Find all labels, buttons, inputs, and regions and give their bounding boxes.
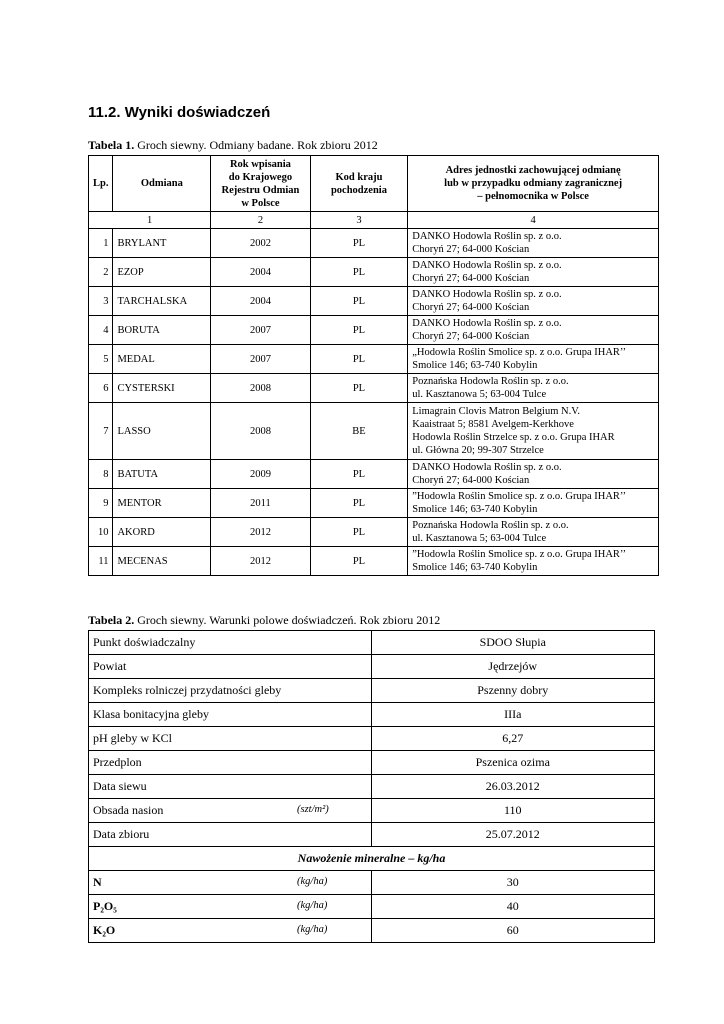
cell-label: [89, 823, 372, 847]
cell-value: Pszenny dobry: [371, 679, 654, 703]
cell-rok: 2012: [211, 547, 310, 576]
cell-odmiana: TARCHALSKA: [113, 287, 211, 316]
cell-lp: 1: [89, 229, 113, 258]
cell-adres: [408, 518, 659, 547]
table2-caption-text: Groch siewny. Warunki polowe doświadczeń. Rok zbioru 2012: [134, 613, 441, 627]
cell-kod: PL: [310, 316, 408, 345]
cell-label: [89, 799, 372, 823]
cell-adres: [408, 489, 659, 518]
cell-kod: PL: [310, 547, 408, 576]
address-line: Kaaistraat 5; 8581 Avelgem-Kerkhove: [412, 419, 574, 430]
table-row: [89, 655, 655, 679]
unit-text: (kg/ha): [297, 924, 328, 935]
table-row: [89, 703, 655, 727]
cell-label: [89, 919, 372, 943]
address-line: „Hodowla Roślin Smolice sp. z o.o. Grupa IHAR’’: [412, 347, 627, 358]
cell-adres: [408, 374, 659, 403]
cell-label: [89, 895, 372, 919]
cell-value: Pszenica ozima: [371, 751, 654, 775]
label-text: Obsada nasion: [93, 803, 164, 817]
address-line: Smolice 146; 63-740 Kobylin: [412, 562, 538, 573]
address-line: ”Hodowla Roślin Smolice sp. z o.o. Grupa IHAR’’: [412, 549, 627, 560]
address-line: Limagrain Clovis Matron Belgium N.V.: [412, 406, 581, 417]
unit-text: (kg/ha): [297, 876, 328, 887]
address-line: Choryń 27; 64-000 Kościan: [412, 475, 530, 486]
address-line: ul. Kasztanowa 5; 63-004 Tulce: [412, 389, 547, 400]
cell-odmiana: MECENAS: [113, 547, 211, 576]
cell-kod: PL: [310, 460, 408, 489]
header-rok-line: Rejestru Odmian: [221, 184, 300, 196]
col-index: 4: [408, 212, 659, 229]
table2-caption-label: Tabela 2.: [88, 613, 135, 627]
cell-kod: PL: [310, 229, 408, 258]
header-adres: [408, 156, 659, 212]
cell-adres: [408, 287, 659, 316]
cell-label: [89, 631, 372, 655]
cell-lp: 11: [89, 547, 113, 576]
cell-value: 25.07.2012: [371, 823, 654, 847]
table-row: [89, 751, 655, 775]
table-row: [89, 871, 655, 895]
table-row: [89, 258, 659, 287]
cell-rok: 2007: [211, 345, 310, 374]
cell-value: 30: [371, 871, 654, 895]
header-kod-line: pochodzenia: [330, 184, 387, 196]
cell-label: [89, 871, 372, 895]
address-line: Choryń 27; 64-000 Kościan: [412, 302, 530, 313]
table-row: [89, 316, 659, 345]
cell-value: 110: [371, 799, 654, 823]
cell-lp: 3: [89, 287, 113, 316]
cell-rok: 2008: [211, 374, 310, 403]
table-row: [89, 489, 659, 518]
cell-value: SDOO Słupia: [371, 631, 654, 655]
table-row: [89, 775, 655, 799]
header-adres-line: – pełnomocnika w Polsce: [477, 191, 589, 202]
cell-lp: 9: [89, 489, 113, 518]
cell-lp: 2: [89, 258, 113, 287]
cell-label: [89, 703, 372, 727]
address-line: ul. Kasztanowa 5; 63-004 Tulce: [412, 533, 547, 544]
cell-rok: 2011: [211, 489, 310, 518]
cell-kod: PL: [310, 518, 408, 547]
column-index-row: [89, 212, 659, 229]
cell-value: 26.03.2012: [371, 775, 654, 799]
unit-text: (szt/m²): [297, 804, 329, 815]
cell-lp: 5: [89, 345, 113, 374]
cell-rok: 2009: [211, 460, 310, 489]
table-row: [89, 403, 659, 460]
label-text: Punkt doświadczalny: [93, 635, 196, 649]
table-row: [89, 631, 655, 655]
table1-caption-label: Tabela 1.: [88, 138, 135, 152]
label-text: Przedplon: [93, 755, 142, 769]
cell-rok: 2004: [211, 258, 310, 287]
cell-kod: PL: [310, 489, 408, 518]
table-row: [89, 287, 659, 316]
header-rok: [211, 156, 310, 212]
address-line: DANKO Hodowla Roślin sp. z o.o.: [412, 318, 562, 329]
cell-kod: PL: [310, 374, 408, 403]
address-line: Smolice 146; 63-740 Kobylin: [412, 360, 538, 371]
cell-label: [89, 679, 372, 703]
unit-text: (kg/ha): [297, 900, 328, 911]
table1-caption-text: Groch siewny. Odmiany badane. Rok zbioru 2012: [134, 138, 378, 152]
address-line: Poznańska Hodowla Roślin sp. z o.o.: [412, 376, 569, 387]
address-line: ul. Główna 20; 99-307 Strzelce: [412, 445, 544, 456]
address-line: DANKO Hodowla Roślin sp. z o.o.: [412, 231, 562, 242]
section-row: [89, 847, 655, 871]
header-lp: Lp.: [89, 156, 113, 212]
address-line: Hodowla Roślin Strzelce sp. z o.o. Grupa IHAR: [412, 432, 615, 443]
table-row: [89, 518, 659, 547]
cell-odmiana: EZOP: [113, 258, 211, 287]
header-rok-line: w Polsce: [241, 197, 280, 209]
cell-odmiana: LASSO: [113, 403, 211, 460]
label-text: K₂O: [93, 923, 116, 937]
cell-label: [89, 751, 372, 775]
cell-rok: 2002: [211, 229, 310, 258]
cell-value: 60: [371, 919, 654, 943]
table-row: [89, 460, 659, 489]
col-index: 3: [310, 212, 408, 229]
cell-adres: [408, 258, 659, 287]
label-text: P₂O₅: [93, 899, 117, 913]
cell-lp: 10: [89, 518, 113, 547]
cell-odmiana: CYSTERSKI: [113, 374, 211, 403]
cell-adres: [408, 229, 659, 258]
cell-odmiana: BATUTA: [113, 460, 211, 489]
address-line: DANKO Hodowla Roślin sp. z o.o.: [412, 462, 562, 473]
cell-adres: [408, 403, 659, 460]
address-line: DANKO Hodowla Roślin sp. z o.o.: [412, 289, 562, 300]
varieties-table: [88, 155, 659, 576]
address-line: Choryń 27; 64-000 Kościan: [412, 331, 530, 342]
cell-odmiana: BORUTA: [113, 316, 211, 345]
header-rok-line: do Krajowego: [228, 171, 293, 183]
cell-kod: PL: [310, 287, 408, 316]
table-row: [89, 229, 659, 258]
col-index: 2: [211, 212, 310, 229]
table-row: [89, 547, 659, 576]
address-line: Smolice 146; 63-740 Kobylin: [412, 504, 538, 515]
col-index: 1: [89, 212, 211, 229]
cell-odmiana: BRYLANT: [113, 229, 211, 258]
address-line: Poznańska Hodowla Roślin sp. z o.o.: [412, 520, 569, 531]
cell-value: 40: [371, 895, 654, 919]
cell-rok: 2008: [211, 403, 310, 460]
table-row: [89, 799, 655, 823]
field-conditions-body: [89, 631, 655, 943]
table2-caption: [88, 613, 440, 628]
table1-caption: [88, 138, 378, 153]
cell-lp: 4: [89, 316, 113, 345]
label-text: Kompleks rolniczej przydatności gleby: [93, 683, 282, 697]
cell-label: [89, 727, 372, 751]
address-line: ”Hodowla Roślin Smolice sp. z o.o. Grupa IHAR’’: [412, 491, 627, 502]
header-kod: [310, 156, 408, 212]
header-adres-line: lub w przypadku odmiany zagranicznej: [444, 178, 623, 189]
cell-label: [89, 775, 372, 799]
cell-lp: 7: [89, 403, 113, 460]
cell-rok: 2012: [211, 518, 310, 547]
cell-label: [89, 655, 372, 679]
cell-rok: 2007: [211, 316, 310, 345]
table-row: [89, 374, 659, 403]
cell-lp: 8: [89, 460, 113, 489]
cell-rok: 2004: [211, 287, 310, 316]
label-text: pH gleby w KCl: [93, 731, 172, 745]
cell-adres: [408, 460, 659, 489]
address-line: DANKO Hodowla Roślin sp. z o.o.: [412, 260, 562, 271]
label-text: Klasa bonitacyjna gleby: [93, 707, 209, 721]
cell-kod: BE: [310, 403, 408, 460]
cell-adres: [408, 316, 659, 345]
cell-odmiana: AKORD: [113, 518, 211, 547]
fertilization-section-title: Nawożenie mineralne – kg/ha: [89, 847, 655, 871]
cell-lp: 6: [89, 374, 113, 403]
header-kod-line: Kod kraju: [335, 171, 383, 183]
table-row: [89, 727, 655, 751]
cell-kod: PL: [310, 258, 408, 287]
header-adres-line: Adres jednostki zachowującej odmianę: [445, 165, 621, 176]
header-odmiana: Odmiana: [113, 156, 211, 212]
table-row: [89, 895, 655, 919]
label-text: Data siewu: [93, 779, 147, 793]
field-conditions-table: [88, 630, 655, 943]
label-text: Powiat: [93, 659, 127, 673]
cell-odmiana: MEDAL: [113, 345, 211, 374]
address-line: Choryń 27; 64-000 Kościan: [412, 273, 530, 284]
cell-value: 6,27: [371, 727, 654, 751]
cell-odmiana: MENTOR: [113, 489, 211, 518]
cell-adres: [408, 547, 659, 576]
table-row: [89, 919, 655, 943]
cell-kod: PL: [310, 345, 408, 374]
section-heading: 11.2. Wyniki doświadczeń: [88, 104, 271, 121]
varieties-table-body: [89, 229, 659, 576]
header-rok-line: Rok wpisania: [229, 158, 291, 170]
table-row: [89, 345, 659, 374]
label-text: N: [93, 875, 102, 889]
label-text: Data zbioru: [93, 827, 150, 841]
cell-adres: [408, 345, 659, 374]
cell-value: Jędrzejów: [371, 655, 654, 679]
table-row: [89, 679, 655, 703]
table-row: [89, 823, 655, 847]
cell-value: IIIa: [371, 703, 654, 727]
address-line: Choryń 27; 64-000 Kościan: [412, 244, 530, 255]
